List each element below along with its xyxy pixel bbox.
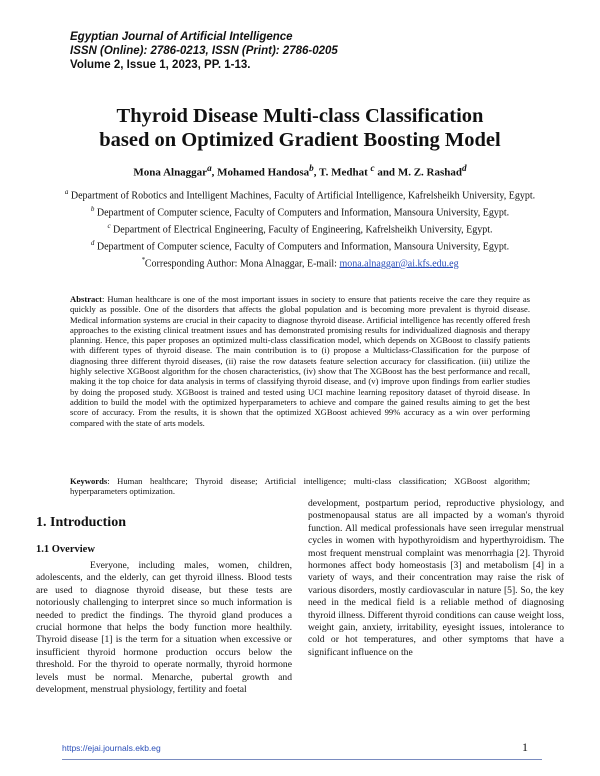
title-line-1: Thyroid Disease Multi-class Classification (116, 105, 484, 127)
left-column-text: Everyone, including males, women, children, adolescents, and the elderly, can get thyroid illness. Blood tests are used to diagnose thyroid disease, but these tests are notoriously challenging to interpret since so much information is needed to predict the findings. The thyroid gland produces a crucial hormone that helps the body function more healthily. Thyroid disease [1] is the term for a situation when excessive or insufficient thyroid hormone production occurs below the threshold. For the thyroid to operate normally, thyroid hormone levels must be normal. Menarche, pubertal growth and development, menstrual physiology, fertility and foetal (36, 560, 292, 696)
affiliations (60, 186, 540, 271)
keywords (70, 476, 530, 497)
abstract-label: Abstract (70, 294, 102, 304)
paper-title (40, 104, 560, 152)
keywords-label: Keywords (70, 476, 108, 486)
affiliation: $^a$ Department of Robotics and Intelligent Machines, Faculty of Artificial Intelligence, Kafrelsheikh University, Egypt. (64, 188, 536, 202)
section-heading: 1. Introduction (36, 515, 126, 530)
author-name: T. Medhat (319, 166, 368, 179)
author-name: Mona Alnaggar (133, 166, 208, 179)
affiliation: $^b$ Department of Computer science, Faculty of Computers and Information, Mansoura University, Egypt. (90, 204, 510, 219)
affiliation: $^d$ Department of Computer science, Faculty of Computers and Information, Mansoura University, Egypt. (90, 238, 510, 253)
abstract (70, 294, 530, 428)
subsection-heading: 1.1 Overview (36, 544, 95, 555)
journal-volume: Volume 2, Issue 1, 2023, PP. 1-13. (70, 59, 251, 71)
footer-url[interactable]: https://ejai.journals.ekb.eg (62, 743, 161, 753)
abstract-text: : Human healthcare is one of the most important issues in society to ensure that patients receive the care they require as quickly as possible. One of the disorders that affects the global population and is becoming more prevalent is thyroid disease. Medical information systems are crucial in their capacity to diagnose thyroid disease. Artificial intelligence has recently offered fresh approaches to the existing clinical treatment issues and has demonstrated promising results for individualized diagnosis and therapy planning. Hence, this paper proposes an optimized multi-class classification model, which depends on XGBoost to classify patients with different types of thyroid disease. The main contribution is to (i) propose a Multiclass-Classification for the purpose of diagnosing three different thyroid diseases, (ii) raise the row datasets feature selection accuracy for classification. (iii) utilize the highly selective XGBoost algorithm for the chosen characteristics, (iv) show that The XGBoost has the best performance and recall, making it the top choice for data analysis in terms of classifying thyroid disease, and (v) improve upon findings from earlier studies by doing the proposed study. XGBoost is trained and tested using UCI machine learning repository dataset of thyroid disease. In addition to build the model with the optimized hyperparameters to achieve and compare the gained results aiming to get the best score of accuracy. From the results, it is shown that the optimized XGBoost achieved 99% accuracy as a win over performing compared with the state of arts models. (70, 294, 530, 428)
title-line-2: based on Optimized Gradient Boosting Model (99, 129, 501, 151)
author-list: Mona Alnaggar$^a$, Mohamed Handosa$^b$, T. Medhat $^c$ and M. Z. Rashad$^d$ (133, 163, 467, 179)
email-link[interactable]: mona.alnaggar@ai.kfs.edu.eg (339, 258, 459, 270)
page-number: 1 (522, 740, 528, 754)
author-name: M. Z. Rashad (397, 166, 462, 179)
author-name: Mohamed Handosa (217, 166, 310, 179)
corresponding-author: *Corresponding Author: Mona Alnaggar, E-mail: mona.alnaggar@ai.kfs.edu.eg (141, 255, 459, 270)
journal-name: Egyptian Journal of Artificial Intelligence (70, 31, 293, 43)
right-column-text: development, postpartum period, reproductive physiology, and postmenopausal status are all impacted by a woman's thyroid function. All medical professionals have seen irregular menstrual cycles in women with hypothyroidism and hyperthyroidism. The most frequent menstrual complaint was menorrhagia [2]. Thyroid hormones affect body homeostasis [3] and metabolism [4] in a variety of ways, and their concentration may raise the risk of various disorders, mostly cardiovascular in nature [5]. So, the key need in the medical field is a reliable method of diagnosing thyroid illness. Different thyroid conditions can cause weight loss, weight gain, anxiety, irritability, eyesight issues, intolerance to cold or hot temperatures, and other symptoms that have a significant influence on the (308, 498, 564, 658)
journal-header (70, 30, 338, 72)
journal-issn: ISSN (Online): 2786-0213, ISSN (Print): 2786-0205 (70, 45, 338, 57)
keywords-text: : Human healthcare; Thyroid disease; Artificial intelligence; multi-class classification; XGBoost algorithm; hyperparameters optimization. (70, 476, 530, 497)
affiliation: $^c$ Department of Electrical Engineering, Faculty of Engineering, Kafrelsheikh University, Egypt. (107, 221, 493, 236)
footer-rule (62, 759, 542, 760)
